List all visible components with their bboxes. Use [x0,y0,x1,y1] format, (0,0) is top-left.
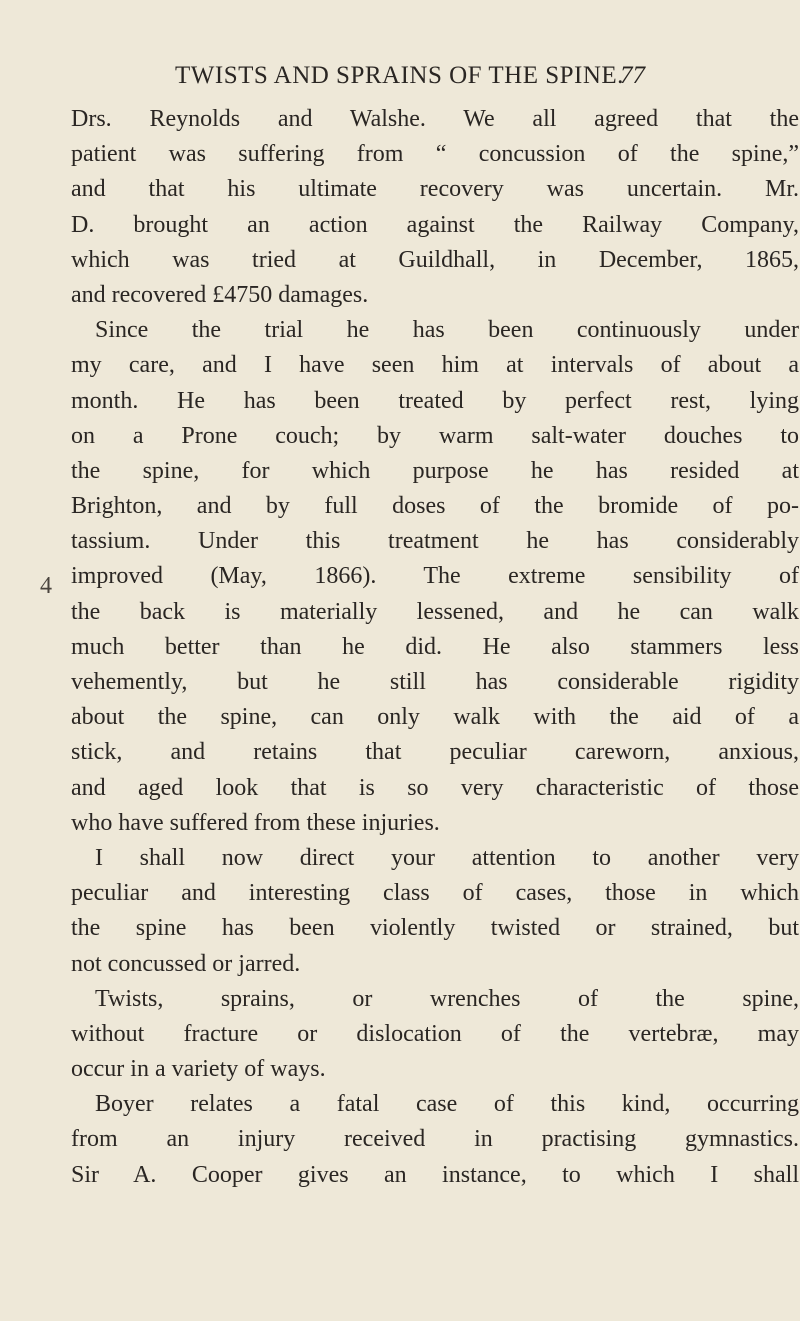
text-line: without fracture or dislocation of the vertebræ, may [71,1020,799,1047]
text-line: and aged look that is so very characteristic of those [71,774,799,801]
text-line: improved (May, 1866). The extreme sensibility of [71,563,799,590]
page-header [0,62,800,96]
running-title: TWISTS AND SPRAINS OF THE SPINE. [175,62,624,89]
text-line: tassium. Under this treatment he has considerably [71,528,799,555]
text-line: which was tried at Guildhall, in December, 1865, [71,246,799,273]
text-line: Sir A. Cooper gives an instance, to which I shall [71,1161,799,1188]
text-line: about the spine, can only walk with the aid of a [71,704,799,731]
text-line: the back is materially lessened, and he can walk [71,598,799,625]
text-line: and that his ultimate recovery was uncertain. Mr. [71,176,799,203]
text-line: not concussed or jarred. [71,950,301,977]
text-line: the spine, for which purpose he has resided at [71,457,799,484]
text-line: much better than he did. He also stammers less [71,633,799,660]
text-line: on a Prone couch; by warm salt-water douches to [71,422,799,449]
text-line: month. He has been treated by perfect rest, lying [71,387,799,414]
text-line: the spine has been violently twisted or strained, but [71,915,799,942]
text-line: D. brought an action against the Railway Company, [71,211,799,238]
text-line: vehemently, but he still has considerable rigidity [71,669,799,695]
text-line: peculiar and interesting class of cases, those in which [71,880,799,907]
text-line: I shall now direct your attention to another very [95,844,799,871]
margin-mark: 4 [40,573,52,599]
text-line: Brighton, and by full doses of the bromide of po- [71,493,799,520]
text-line: occur in a variety of ways. [71,1056,326,1083]
text-line: who have suffered from these injuries. [71,809,440,836]
text-line: Since the trial he has been continuously under [95,317,799,344]
text-line: Boyer relates a fatal case of this kind, occurring [95,1091,799,1118]
body-text [71,102,799,1193]
text-line: stick, and retains that peculiar careworn, anxious, [71,739,799,766]
page-number: 77 [620,62,645,89]
text-line: and recovered £4750 damages. [71,281,369,308]
text-line: patient was suffering from “ concussion of the spine,” [71,141,799,168]
text-line: Drs. Reynolds and Walshe. We all agreed that the [71,106,799,132]
text-line: from an injury received in practising gymnastics. [71,1126,799,1153]
text-line: my care, and I have seen him at intervals of about a [71,352,799,379]
text-line: Twists, sprains, or wrenches of the spine, [95,985,799,1012]
